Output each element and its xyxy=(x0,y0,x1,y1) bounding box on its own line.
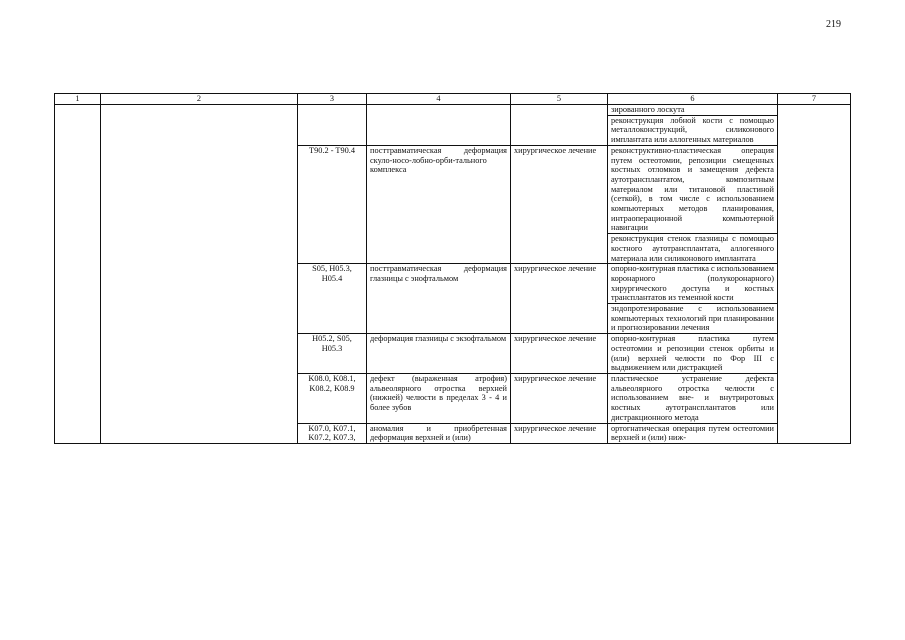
cell-diagnosis: деформация глазницы с экзофтальмом xyxy=(367,334,511,374)
cell-method: опорно-контурная пластика с использованием коронарного (полукоронарного) хирургического доступа и костных трансплантатов из теменной кости xyxy=(608,264,778,304)
cell-method: реконструкция стенок глазницы с помощью костного аутотрансплантата, аллогенного материала или силиконового имплантата xyxy=(608,234,778,264)
cell-treatment: хирургическое лечение xyxy=(511,264,608,334)
cell-code xyxy=(298,105,367,146)
cell-treatment: хирургическое лечение xyxy=(511,373,608,423)
cell-diagnosis: дефект (выраженная атрофия) альвеолярного отростка верхней (нижней) челюсти в пределах 3 - 4 и более зубов xyxy=(367,373,511,423)
table-header-row xyxy=(55,94,851,105)
header-col-3: 3 xyxy=(298,94,367,105)
cell-code: S05, H05.3, H05.4 xyxy=(298,264,367,334)
cell-diagnosis: посттравматическая деформация скуло-носо-лобно-орби-тального комплекса xyxy=(367,145,511,263)
cell-diagnosis xyxy=(367,105,511,146)
cell-treatment: хирургическое лечение xyxy=(511,334,608,374)
header-col-7: 7 xyxy=(778,94,851,105)
table-row xyxy=(55,105,851,116)
cell-treatment: хирургическое лечение xyxy=(511,145,608,263)
cell-method: пластическое устранение дефекта альвеолярного отростка челюсти с использованием вне- и внутриротовых костных аутотрансплантатов или дистракционного метода xyxy=(608,373,778,423)
cell-method: эндопротезирование с использованием компьютерных технологий при планировании и прогнозировании лечения xyxy=(608,304,778,334)
cell-method: ортогнатическая операция путем остеотомии верхней и (или) ниж- xyxy=(608,423,778,443)
cell-col-7 xyxy=(778,105,851,444)
cell-code: K08.0, K08.1, K08.2, K08.9 xyxy=(298,373,367,423)
header-col-1: 1 xyxy=(55,94,101,105)
header-col-2: 2 xyxy=(101,94,298,105)
page-number: 219 xyxy=(826,19,841,30)
cell-code: H05.2, S05, H05.3 xyxy=(298,334,367,374)
cell-col-2 xyxy=(101,105,298,444)
cell-col-1 xyxy=(55,105,101,444)
header-col-4: 4 xyxy=(367,94,511,105)
cell-method: опорно-контурная пластика путем остеотомии и репозиции стенок орбиты и (или) верхней челюсти по Фор III с выдвижением или дистракцией xyxy=(608,334,778,374)
cell-method: зированного лоскута xyxy=(608,105,778,116)
treatment-table xyxy=(54,93,851,444)
cell-code: T90.2 - T90.4 xyxy=(298,145,367,263)
cell-code: K07.0, K07.1, K07.2, K07.3, xyxy=(298,423,367,443)
header-col-5: 5 xyxy=(511,94,608,105)
cell-method: реконструктивно-пластическая операция путем остеотомии, репозиции смещенных костных отломков и замещения дефекта аутотрансплантатом, композитным материалом или титановой пластиной (сеткой), в том числе с использованием компьютерных методов планирования, интраоперационной компьютерной навигации xyxy=(608,145,778,233)
header-col-6: 6 xyxy=(608,94,778,105)
cell-method: реконструкция лобной кости с помощью металлоконструкций, силиконового имплантата или аллогенных материалов xyxy=(608,115,778,145)
cell-treatment: хирургическое лечение xyxy=(511,423,608,443)
cell-diagnosis: посттравматическая деформация глазницы с энофтальмом xyxy=(367,264,511,334)
cell-diagnosis: аномалия и приобретенная деформация верхней и (или) xyxy=(367,423,511,443)
cell-treatment xyxy=(511,105,608,146)
